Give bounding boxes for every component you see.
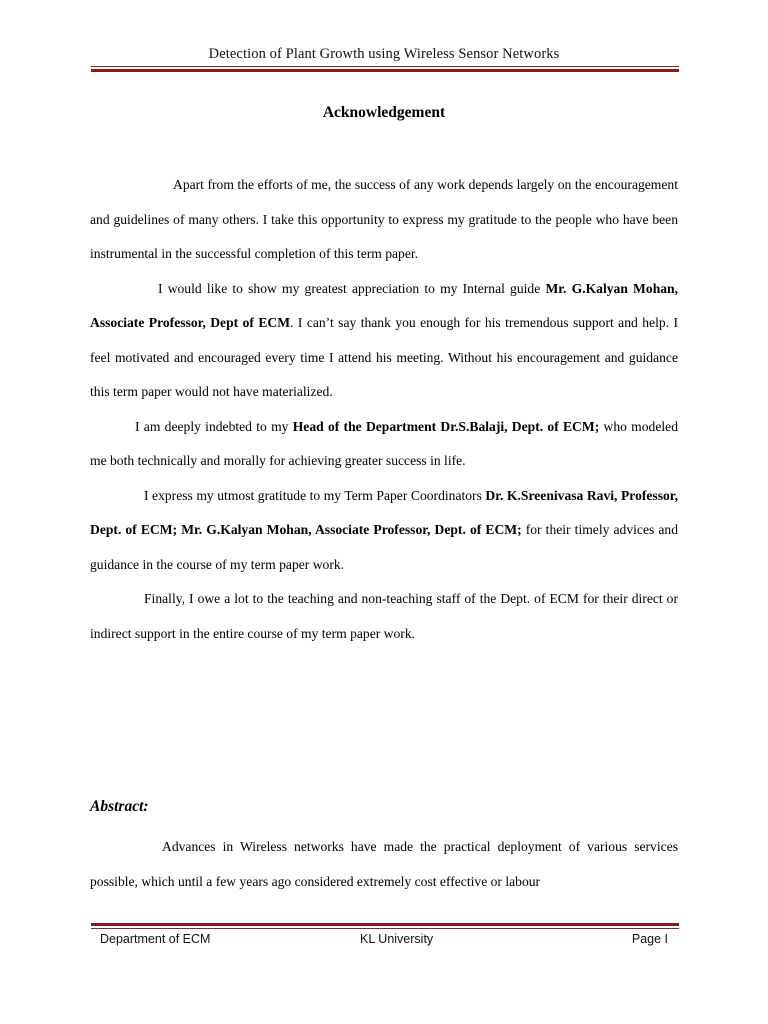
ack-paragraph-5: Finally, I owe a lot to the teaching and non-teaching staff of the Dept. of ECM for their direct or indirect support in the entire course of my term paper work. bbox=[90, 591, 678, 641]
abstract-heading: Abstract: bbox=[90, 798, 149, 815]
header-rule-thin bbox=[91, 66, 679, 67]
ack-paragraph-1: Apart from the efforts of me, the success of any work depends largely on the encouragement and guidelines of many others. I take this opportunity to express my gratitude to the people who have been instrumental in the successful completion of this term paper. bbox=[90, 177, 678, 261]
ack-paragraph-3 bbox=[90, 410, 678, 479]
footer-rule-thin bbox=[91, 928, 679, 929]
acknowledgement-body bbox=[90, 168, 678, 651]
ack-p4-text-a: I express my utmost gratitude to my Term Paper Coordinators bbox=[144, 487, 486, 503]
abstract-body bbox=[90, 829, 678, 899]
ack-p2-text-c: . I can’t say thank you enough for his tremendous support and help. I feel motivated and encouraged every time I attend his meeting. Without his encouragement and guidance this term paper would not have materialized. bbox=[90, 315, 678, 399]
header-rule-thick bbox=[91, 69, 679, 72]
ack-p3-text-a: I am deeply indebted to my bbox=[135, 418, 293, 434]
footer-university: KL University bbox=[360, 932, 434, 946]
running-header-title: Detection of Plant Growth using Wireless Sensor Networks bbox=[208, 46, 560, 62]
page-footer bbox=[100, 932, 668, 950]
ack-p3-text-c: who modeled me both technically and morally for achieving greater success in life. bbox=[90, 418, 678, 468]
ack-p2-text-a: I would like to show my greatest appreciation to my Internal guide bbox=[158, 280, 546, 296]
ack-p4-text-c: for their timely advices and guidance in the course of my term paper work. bbox=[90, 522, 678, 572]
ack-p4-coordinators: Dr. K.Sreenivasa Ravi, Professor, Dept. of ECM; Mr. G.Kalyan Mohan, Associate Professor, Dept. of ECM; bbox=[90, 487, 678, 537]
acknowledgement-heading: Acknowledgement bbox=[322, 104, 446, 121]
ack-p3-hod-name: Head of the Department Dr.S.Balaji, Dept. of ECM; bbox=[292, 418, 600, 434]
footer-page-number: Page I bbox=[631, 932, 668, 946]
ack-paragraph-2 bbox=[90, 272, 678, 410]
footer-department: Department of ECM bbox=[100, 932, 211, 946]
ack-p2-guide-name: Mr. G.Kalyan Mohan, Associate Professor, Dept of ECM bbox=[90, 280, 679, 330]
abstract-paragraph-1: Advances in Wireless networks have made the practical deployment of various services possible, which until a few years ago considered extremely cost effective or labour bbox=[90, 839, 678, 889]
footer-rule-thick bbox=[91, 923, 679, 926]
ack-paragraph-4 bbox=[90, 479, 678, 583]
